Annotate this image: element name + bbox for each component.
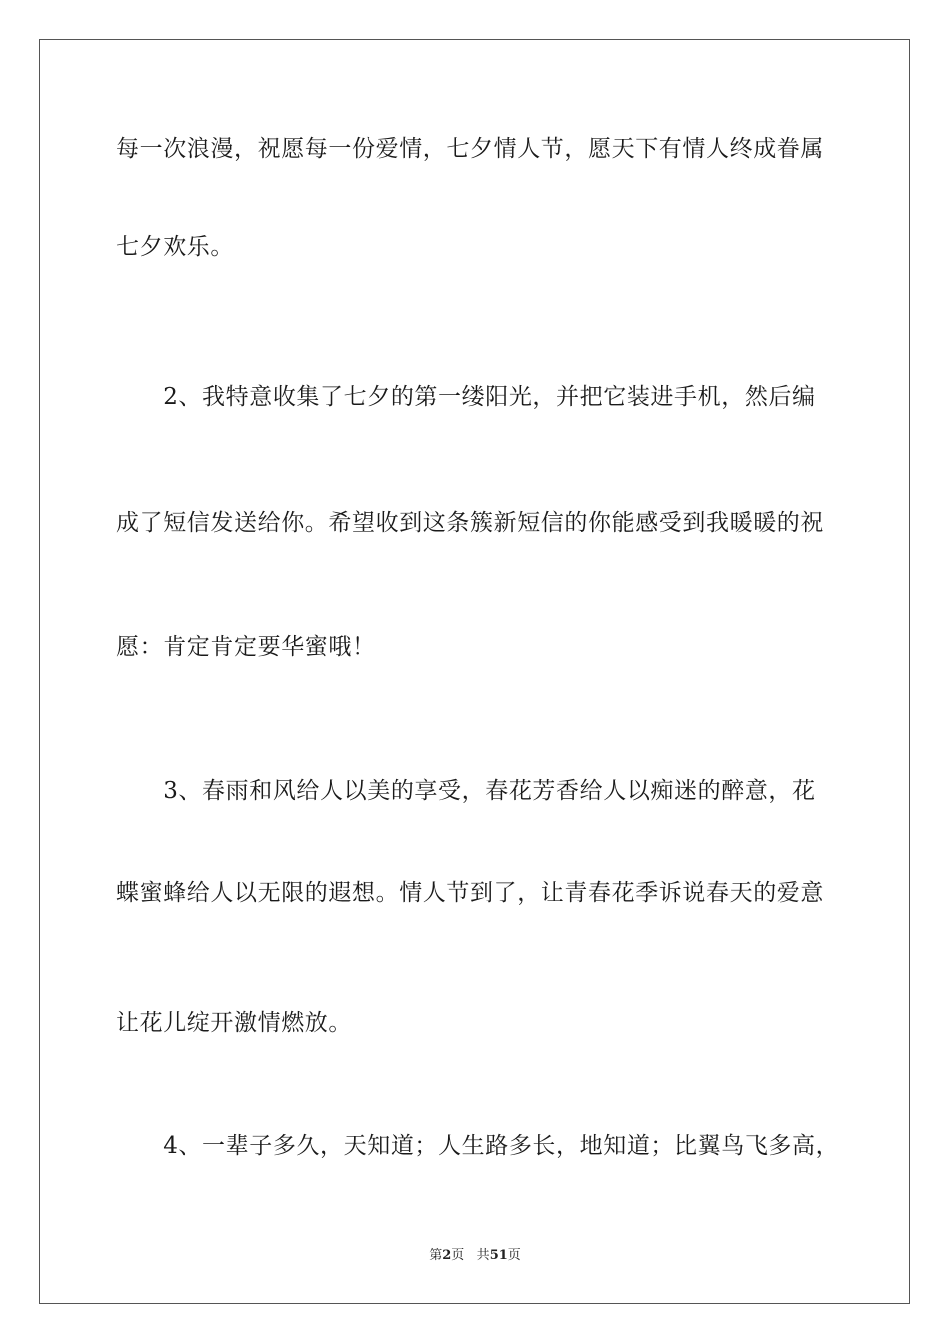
footer-total-suffix: 页: [507, 1248, 521, 1263]
text-line: 愿：肯定肯定要华蜜哦！: [116, 634, 376, 660]
footer-page-suffix: 页: [451, 1248, 465, 1263]
text-line: 4、一辈子多久，天知道；人生路多长，地知道；比翼鸟飞多高，: [116, 1133, 840, 1159]
text-line: 3、春雨和风给人以美的享受，春花芳香给人以痴迷的醉意，花: [116, 778, 816, 804]
text-line: 蝶蜜蜂给人以无限的遐想。情人节到了，让青春花季诉说春天的爱意: [116, 880, 824, 906]
text-line: 七夕欢乐。: [116, 234, 234, 260]
page-border: [39, 39, 910, 1304]
text-line: 让花儿绽开激情燃放。: [116, 1010, 352, 1036]
text-line: 2、我特意收集了七夕的第一缕阳光，并把它装进手机，然后编: [116, 384, 816, 410]
footer-page-number: 2: [442, 1248, 452, 1263]
footer-page-prefix: 第: [429, 1248, 443, 1263]
text-line: 成了短信发送给你。希望收到这条簇新短信的你能感受到我暖暖的祝: [116, 510, 824, 536]
page-footer: [0, 1248, 950, 1264]
text-line: 每一次浪漫，祝愿每一份爱情，七夕情人节，愿天下有情人终成眷属: [116, 136, 824, 162]
footer-total-prefix: 共: [476, 1248, 490, 1263]
footer-total-pages: 51: [489, 1248, 508, 1263]
